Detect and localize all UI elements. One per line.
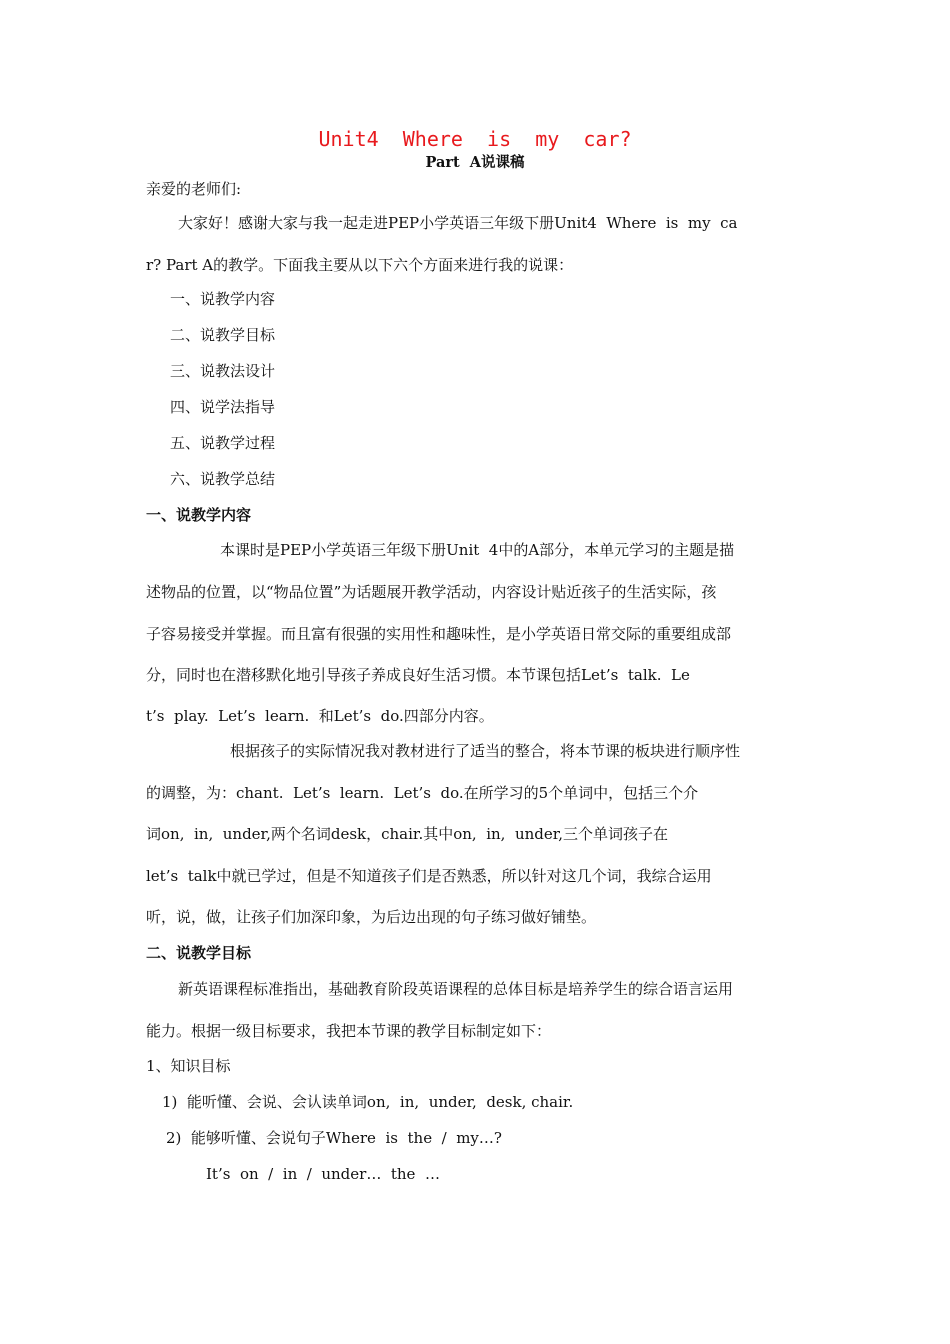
outline-item-1: 一、说教学内容 [170,290,276,308]
knowledge-goals-heading: 1、知识目标 [146,1057,231,1075]
goal-item-1: 1) 能听懂、会说、会认读单词on, in, under, desk, chair. [162,1093,574,1111]
section-1-p1-line-3: 子容易接受并掌握。而且富有很强的实用性和趣味性，是小学英语日常交际的重要组成部 [146,625,732,643]
outline-item-3: 三、说教法设计 [170,362,276,380]
greeting: 亲爱的老师们: [146,180,242,198]
intro-line-2: r? Part A的教学。下面我主要从以下六个方面来进行我的说课： [146,256,574,274]
outline-item-5: 五、说教学过程 [170,434,276,452]
section-1-p2-line-3: 词on, in, under,两个名词desk，chair.其中on, in, under,三个单词孩子在 [146,825,669,843]
section-2-p1-line-2: 能力。根据一级目标要求，我把本节课的教学目标制定如下： [146,1022,552,1040]
section-2-p1-line-1: 新英语课程标准指出，基础教育阶段英语课程的总体目标是培养学生的综合语言运用 [178,980,734,998]
document-subtitle: Part A说课稿 [425,154,525,171]
section-2-heading: 二、说教学目标 [146,944,252,962]
section-1-p1-line-4: 分，同时也在潜移默化地引导孩子养成良好生活习惯。本节课包括Let’s talk. Le [146,666,690,684]
outline-item-4: 四、说学法指导 [170,398,276,416]
section-1-heading: 一、说教学内容 [146,506,252,524]
section-1-p2-line-2: 的调整，为：chant. Let’s learn. Let’s do.在所学习的5个单词中，包括三个介 [146,784,699,802]
section-1-p2-line-1: 根据孩子的实际情况我对教材进行了适当的整合，将本节课的板块进行顺序性 [230,742,741,760]
intro-line-1: 大家好！感谢大家与我一起走进PEP小学英语三年级下册Unit4 Where is my ca [178,214,738,232]
section-1-p1-line-5: t’s play. Let’s learn. 和Let’s do.四部分内容。 [146,707,494,725]
outline-item-6: 六、说教学总结 [170,470,276,488]
section-1-p2-line-5: 听，说，做，让孩子们加深印象，为后边出现的句子练习做好铺垫。 [146,908,597,926]
goal-item-2: 2) 能够听懂、会说句子Where is the / my…? [166,1129,502,1147]
outline-item-2: 二、说教学目标 [170,326,276,344]
goal-item-2-continued: It’s on / in / under… the … [206,1165,440,1183]
section-1-p1-line-2: 述物品的位置，以“物品位置”为话题展开教学活动，内容设计贴近孩子的生活实际，孩 [146,583,717,601]
document-title: Unit4 Where is my car? [318,127,632,151]
section-1-p2-line-4: let’s talk中就已学过，但是不知道孩子们是否熟悉，所以针对这几个词，我综合运用 [146,867,712,885]
section-1-p1-line-1: 本课时是PEP小学英语三年级下册Unit 4中的A部分，本单元学习的主题是描 [220,541,735,559]
